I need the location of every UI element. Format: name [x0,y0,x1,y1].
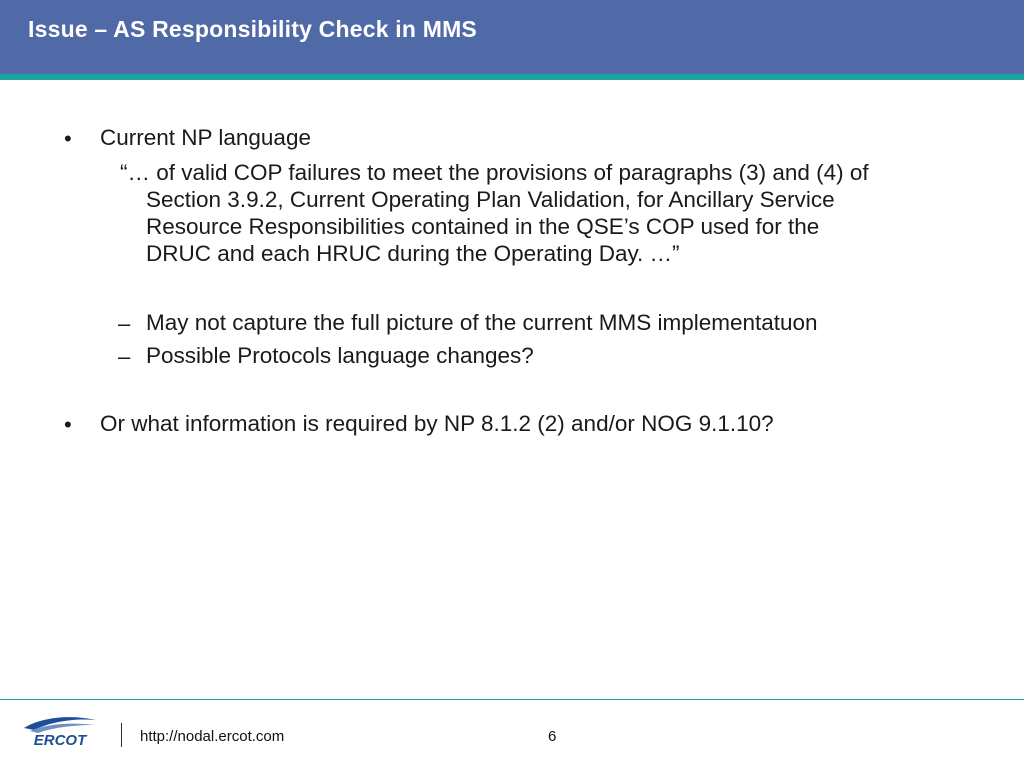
bullet-required-information: Or what information is required by NP 8.1.2 (2) and/or NOG 9.1.10? [100,411,774,436]
subitem-protocols-changes: Possible Protocols language changes? [146,343,534,368]
footer-separator [121,723,122,747]
footer-rule [0,699,1024,700]
bullet-marker: • [64,412,72,437]
quote-line-2: Section 3.9.2, Current Operating Plan Validation, for Ancillary Service [146,187,835,212]
header-accent-stripe [0,74,1024,80]
page-number: 6 [548,728,557,745]
title-bar [0,0,1024,74]
quote-line-3: Resource Responsibilities contained in the QSE’s COP used for the [146,214,820,239]
subitem-mms-implementation: May not capture the full picture of the current MMS implementatuon [146,310,818,335]
footer-url[interactable]: http://nodal.ercot.com [140,728,285,745]
slide-title: Issue – AS Responsibility Check in MMS [28,16,477,42]
bullet-current-np-language: Current NP language [100,125,311,150]
bullet-marker: • [64,126,72,151]
dash-marker: – [118,311,131,336]
logo-wordmark: ERCOT [33,732,87,748]
quote-line-4: DRUC and each HRUC during the Operating Day. …” [146,241,680,266]
ercot-logo [20,712,100,748]
dash-marker: – [118,344,131,369]
quote-line-1: “… of valid COP failures to meet the provisions of paragraphs (3) and (4) of [120,160,869,185]
